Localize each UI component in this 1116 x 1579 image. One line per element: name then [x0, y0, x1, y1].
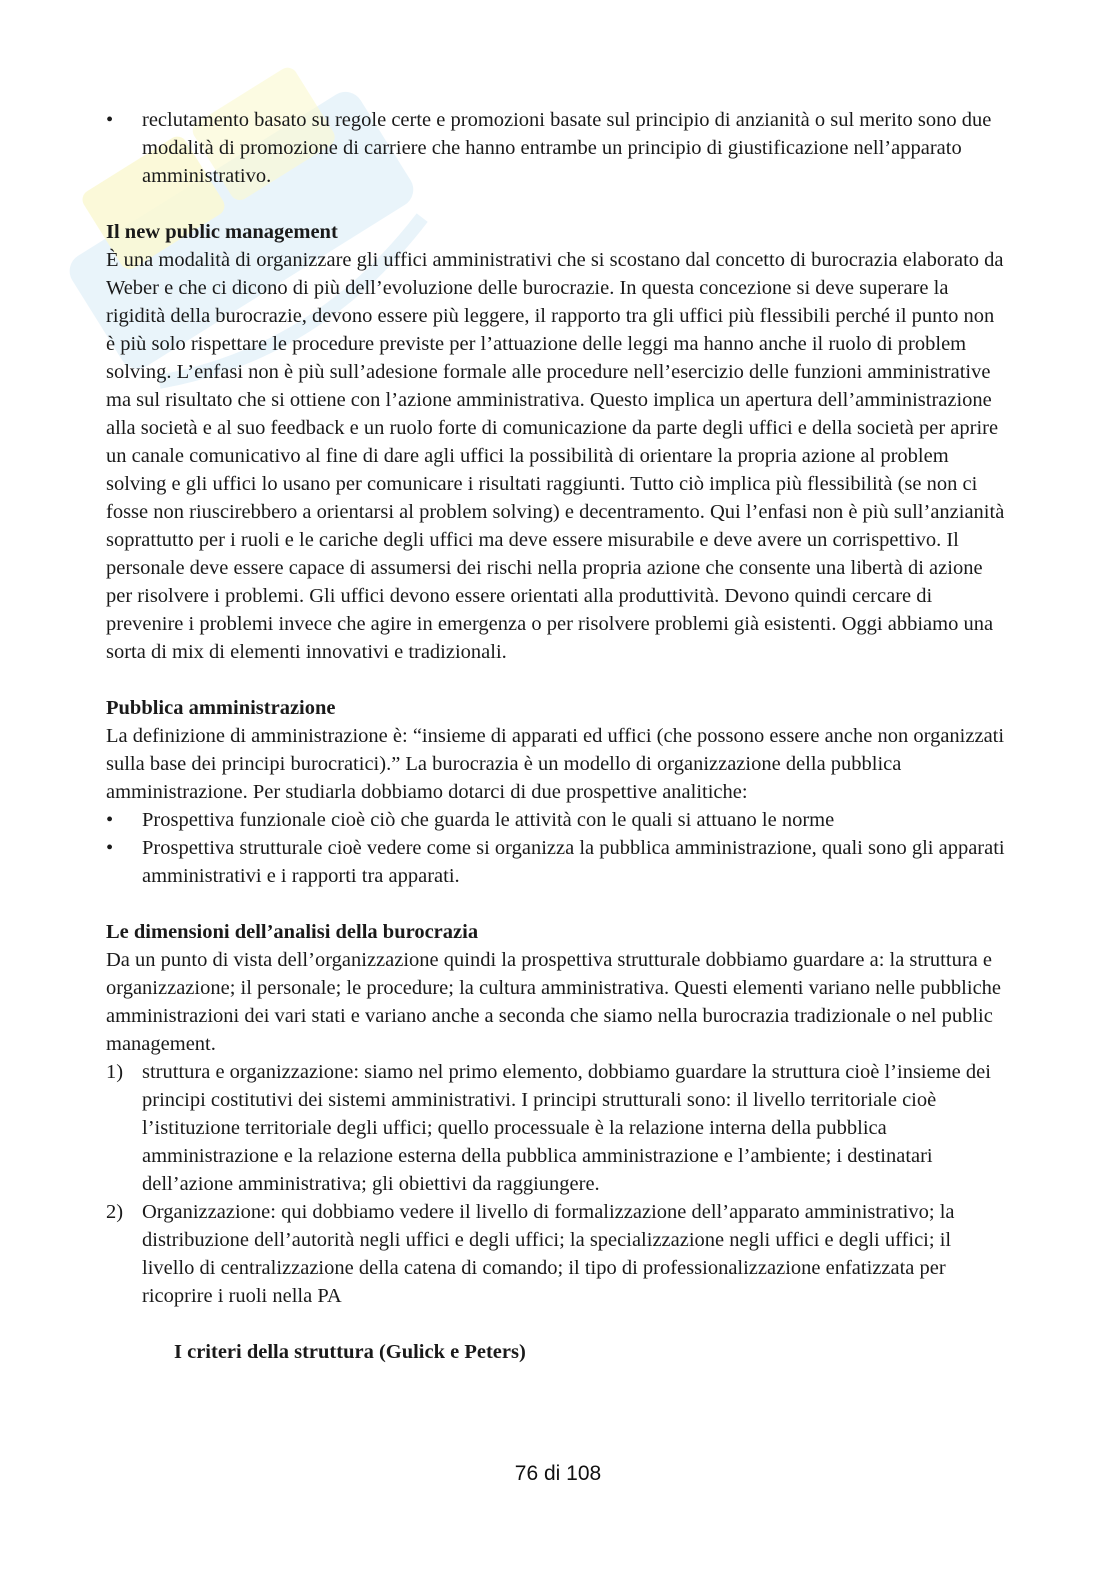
intro-bullet-list — [106, 106, 1006, 190]
section-heading-new-public-management: Il new public management — [106, 221, 338, 243]
page-number: 76 di 108 — [514, 1462, 602, 1485]
bullet-text: reclutamento basato su regole certe e promozioni basate sul principio di anzianità o sul merito sono due modalità di promozione di carriere che hanno entrambe un principio di giustificazione nell’apparato amministrativo. — [142, 109, 992, 187]
section-paragraph: La definizione di amministrazione è: “insieme di apparati ed uffici (che possono essere anche non organizzati sulla base dei principi burocratici).” La burocrazia è un modello di organizzazione della pubblica amministrazione. Per studiarla dobbiamo dotarci di due prospettive analitiche: — [106, 725, 1005, 803]
list-item-text: struttura e organizzazione: siamo nel primo elemento, dobbiamo guardare la struttura cioè l’insieme dei principi costitutivi dei sistemi amministrativi. I principi strutturali sono: il livello territoriale cioè l’istituzione territoriale degli uffici; quello processuale è la relazione interna della pubblica amministrazione e la relazione esterna della pubblica amministrazione e l’ambiente; i destinatari dell’azione amministrativa; gli obiettivi da raggiungere. — [142, 1061, 991, 1195]
list-item-text: Organizzazione: qui dobbiamo vedere il livello di formalizzazione dell’apparato amministrativo; la distribuzione dell’autorità negli uffici e degli uffici; la specializzazione negli uffici e degli uffici; il livello di centralizzazione della catena di comando; il tipo di professionalizzazione enfatizzata per ricoprire i ruoli nella PA — [142, 1201, 955, 1307]
section-heading-dimensioni-analisi: Le dimensioni dell’analisi della burocrazia — [106, 921, 479, 943]
bullet-marker: • — [106, 837, 114, 859]
bullet-text: Prospettiva funzionale cioè ciò che guarda le attività con le quali si attuano le norme — [142, 809, 835, 831]
list-item — [106, 806, 1006, 834]
section-paragraph: Da un punto di vista dell’organizzazione quindi la prospettiva strutturale dobbiamo guardare a: la struttura e organizzazione; il personale; le procedure; la cultura amministrativa. Questi elementi variano nelle pubbliche amministrazioni dei vari stati e variano anche a seconda che siamo nella burocrazia tradizionale o nel public management. — [106, 949, 1002, 1055]
list-item — [106, 106, 1006, 190]
document-body — [106, 106, 1006, 1366]
section-paragraph: È una modalità di organizzare gli uffici amministrativi che si scostano dal concetto di burocrazia elaborato da Weber e che ci dicono di più dell’evoluzione delle burocrazie. In questa concezione si deve superare la rigidità della burocrazie, devono essere più leggere, il rapporto tra gli uffici più flessibili perché il punto non è più solo rispettare le procedure previste per l’attuazione delle leggi ma hanno anche il ruolo di problem solving. L’enfasi non è più sull’adesione formale alle procedure nell’esercizio delle funzioni amministrative ma sul risultato che si ottiene con l’azione amministrativa. Questo implica un apertura dell’amministrazione alla società e al suo feedback e un ruolo forte di comunicazione da parte degli uffici e della società per aprire un canale comunicativo al fine di dare agli uffici la possibilità di orientare la propria azione al problem solving e gli uffici lo usano per comunicare i risultati raggiunti. Tutto ciò implica più flessibilità (se non ci fosse non riuscirebbero a orientarsi al problem solving) e decentramento. Qui l’enfasi non è più sull’anzianità soprattutto per i ruoli e le cariche degli uffici ma deve essere misurabile e deve avere un corrispettivo. Il personale deve essere capace di assumersi dei rischi nella propria azione che consente una libertà di azione per risolvere i problemi. Gli uffici devono essere orientati alla produttività. Devono quindi cercare di prevenire i problemi invece che agire in emergenza o per risolvere problemi già esistenti. Oggi abbiamo una sorta di mix di elementi innovativi e tradizionali. — [106, 249, 1005, 663]
bullet-text: Prospettiva strutturale cioè vedere come si organizza la pubblica amministrazione, quali sono gli apparati amministrativi e i rapporti tra apparati. — [142, 837, 1005, 887]
numbered-list — [106, 1058, 1006, 1310]
list-item — [106, 834, 1006, 890]
bullet-marker: • — [106, 809, 114, 831]
subsection-heading-criteri-struttura: I criteri della struttura (Gulick e Peters) — [174, 1341, 526, 1363]
list-item — [106, 1198, 1006, 1310]
list-item — [106, 1058, 1006, 1198]
list-number: 2) — [106, 1201, 124, 1223]
list-number: 1) — [106, 1061, 124, 1083]
section-heading-pubblica-amministrazione: Pubblica amministrazione — [106, 697, 336, 719]
perspectives-bullet-list — [106, 806, 1006, 890]
bullet-marker: • — [106, 109, 114, 131]
